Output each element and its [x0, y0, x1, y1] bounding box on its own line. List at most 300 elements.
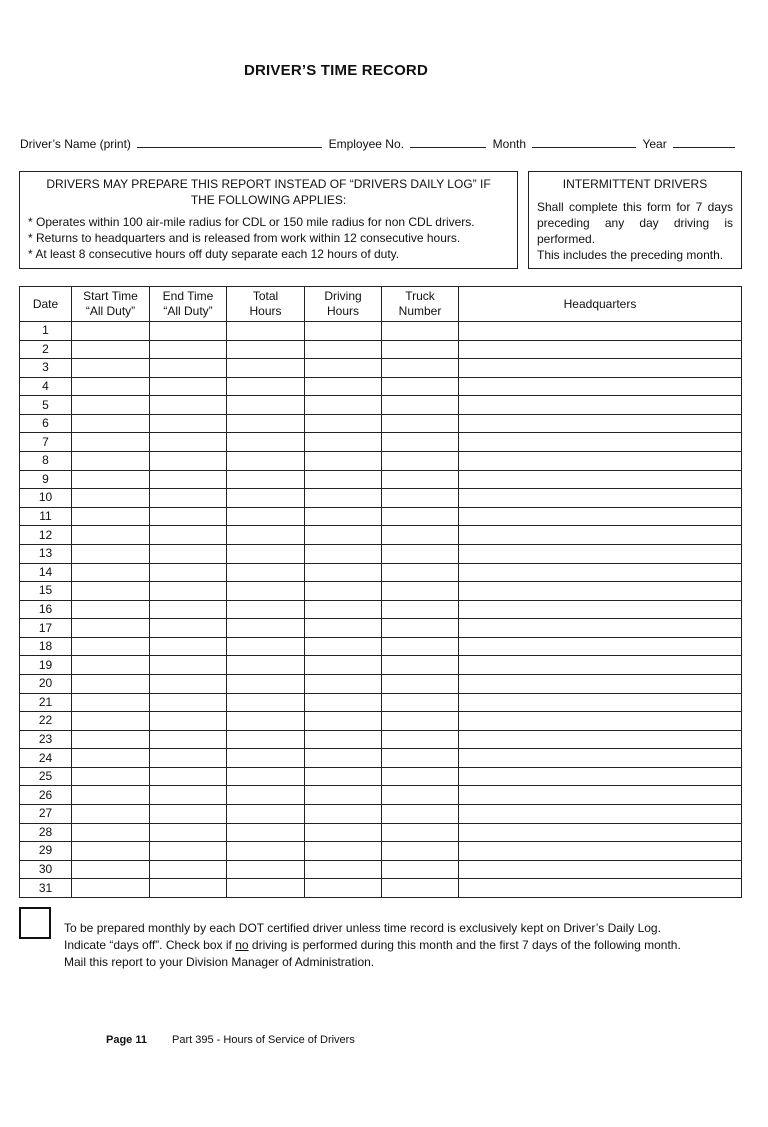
start-time-cell[interactable] — [72, 359, 150, 378]
headquarters-cell[interactable] — [459, 674, 742, 693]
end-time-cell[interactable] — [150, 656, 227, 675]
conditions-heading-line2: THE FOLLOWING APPLIES: — [190, 193, 347, 207]
col-date: Date — [20, 287, 72, 322]
end-time-cell[interactable] — [150, 377, 227, 396]
total-hours-cell[interactable] — [227, 526, 305, 545]
truck-number-cell[interactable] — [382, 414, 459, 433]
headquarters-cell[interactable] — [459, 340, 742, 359]
conditions-heading-line1: DRIVERS MAY PREPARE THIS REPORT INSTEAD OF “DRIVERS DAILY LOG” IF — [46, 177, 491, 191]
table-row — [20, 322, 742, 341]
end-time-cell[interactable] — [150, 674, 227, 693]
col-end-time-line1: End Time — [162, 289, 214, 303]
driving-hours-cell[interactable] — [305, 619, 382, 638]
headquarters-cell[interactable] — [459, 805, 742, 824]
table-header-row — [20, 287, 742, 322]
instructions-line1: To be prepared monthly by each DOT certified driver unless time record is exclusively kept on Driver’s Daily Log. — [64, 921, 661, 935]
start-time-cell[interactable] — [72, 860, 150, 879]
date-cell: 19 — [20, 656, 72, 675]
start-time-cell[interactable] — [72, 786, 150, 805]
start-time-cell[interactable] — [72, 637, 150, 656]
driving-hours-cell[interactable] — [305, 396, 382, 415]
date-cell: 29 — [20, 842, 72, 861]
table-row — [20, 860, 742, 879]
total-hours-cell[interactable] — [227, 489, 305, 508]
driving-hours-cell[interactable] — [305, 470, 382, 489]
total-hours-cell[interactable] — [227, 730, 305, 749]
table-row — [20, 452, 742, 471]
col-truck-number-line1: Truck — [405, 289, 435, 303]
condition-item: * At least 8 consecutive hours off duty separate each 12 hours of duty. — [28, 247, 400, 261]
year-field[interactable] — [673, 137, 735, 148]
truck-number-cell[interactable] — [382, 359, 459, 378]
start-time-cell[interactable] — [72, 414, 150, 433]
driving-hours-cell[interactable] — [305, 544, 382, 563]
total-hours-cell[interactable] — [227, 340, 305, 359]
driving-hours-cell[interactable] — [305, 340, 382, 359]
end-time-cell[interactable] — [150, 600, 227, 619]
table-row — [20, 470, 742, 489]
total-hours-cell[interactable] — [227, 470, 305, 489]
end-time-cell[interactable] — [150, 842, 227, 861]
table-body — [20, 322, 742, 898]
instructions-line3: Mail this report to your Division Manager of Administration. — [64, 955, 375, 969]
table-row — [20, 637, 742, 656]
col-start-time-line2: “All Duty” — [85, 304, 136, 318]
table-row — [20, 730, 742, 749]
truck-number-cell[interactable] — [382, 730, 459, 749]
form-title: DRIVER’S TIME RECORD — [243, 62, 428, 79]
driving-hours-cell[interactable] — [305, 377, 382, 396]
headquarters-cell[interactable] — [459, 637, 742, 656]
total-hours-cell[interactable] — [227, 544, 305, 563]
driving-hours-cell[interactable] — [305, 489, 382, 508]
headquarters-cell[interactable] — [459, 767, 742, 786]
total-hours-cell[interactable] — [227, 433, 305, 452]
col-end-time-line2: “All Duty” — [163, 304, 213, 318]
table-row — [20, 749, 742, 768]
headquarters-cell[interactable] — [459, 489, 742, 508]
truck-number-cell[interactable] — [382, 433, 459, 452]
driving-hours-cell[interactable] — [305, 730, 382, 749]
table-row — [20, 563, 742, 582]
end-time-cell[interactable] — [150, 414, 227, 433]
truck-number-cell[interactable] — [382, 767, 459, 786]
driving-hours-cell[interactable] — [305, 786, 382, 805]
driving-hours-cell[interactable] — [305, 359, 382, 378]
col-start-time-line1: Start Time — [83, 289, 138, 303]
intermittent-text: Shall complete this form for 7 days preceding any day driving is performed. — [537, 200, 733, 246]
month-label: Month — [492, 137, 527, 151]
col-total-hours — [227, 287, 305, 322]
condition-item: * Returns to headquarters and is released from work within 12 consecutive hours. — [28, 231, 461, 245]
truck-number-cell[interactable] — [382, 507, 459, 526]
truck-number-cell[interactable] — [382, 544, 459, 563]
end-time-cell[interactable] — [150, 823, 227, 842]
month-field[interactable] — [532, 137, 636, 148]
total-hours-cell[interactable] — [227, 377, 305, 396]
start-time-cell[interactable] — [72, 582, 150, 601]
end-time-cell[interactable] — [150, 619, 227, 638]
table-row — [20, 656, 742, 675]
drivers-name-label: Driver’s Name (print) — [20, 137, 131, 151]
intermittent-heading: INTERMITTENT DRIVERS — [562, 177, 708, 191]
driving-hours-cell[interactable] — [305, 842, 382, 861]
start-time-cell[interactable] — [72, 452, 150, 471]
headquarters-cell[interactable] — [459, 712, 742, 731]
table-row — [20, 377, 742, 396]
driving-hours-cell[interactable] — [305, 879, 382, 898]
end-time-cell[interactable] — [150, 693, 227, 712]
truck-number-cell[interactable] — [382, 452, 459, 471]
date-cell: 8 — [20, 452, 72, 471]
headquarters-cell[interactable] — [459, 860, 742, 879]
total-hours-cell[interactable] — [227, 749, 305, 768]
instructions-line2 — [64, 937, 742, 954]
end-time-cell[interactable] — [150, 470, 227, 489]
no-driving-checkbox[interactable] — [19, 907, 51, 939]
date-cell: 26 — [20, 786, 72, 805]
col-total-hours-line1: Total — [252, 289, 279, 303]
driving-hours-cell[interactable] — [305, 693, 382, 712]
driving-hours-cell[interactable] — [305, 582, 382, 601]
table-row — [20, 842, 742, 861]
truck-number-cell[interactable] — [382, 674, 459, 693]
headquarters-cell[interactable] — [459, 452, 742, 471]
date-cell: 24 — [20, 749, 72, 768]
employee-no-label: Employee No. — [328, 137, 404, 151]
start-time-cell[interactable] — [72, 823, 150, 842]
headquarters-cell[interactable] — [459, 470, 742, 489]
truck-number-cell[interactable] — [382, 823, 459, 842]
date-cell: 10 — [20, 489, 72, 508]
col-driving-hours-line2: Hours — [326, 304, 359, 318]
instructions-line2-start: Indicate “days off”. Check box if — [64, 938, 236, 952]
start-time-cell[interactable] — [72, 377, 150, 396]
date-cell: 28 — [20, 823, 72, 842]
date-cell: 18 — [20, 637, 72, 656]
truck-number-cell[interactable] — [382, 879, 459, 898]
start-time-cell[interactable] — [72, 767, 150, 786]
end-time-cell[interactable] — [150, 805, 227, 824]
driving-hours-cell[interactable] — [305, 452, 382, 471]
headquarters-cell[interactable] — [459, 414, 742, 433]
truck-number-cell[interactable] — [382, 396, 459, 415]
table-row — [20, 489, 742, 508]
date-cell: 11 — [20, 507, 72, 526]
total-hours-cell[interactable] — [227, 507, 305, 526]
end-time-cell[interactable] — [150, 340, 227, 359]
table-row — [20, 693, 742, 712]
start-time-cell[interactable] — [72, 563, 150, 582]
headquarters-cell[interactable] — [459, 823, 742, 842]
total-hours-cell[interactable] — [227, 600, 305, 619]
truck-number-cell[interactable] — [382, 526, 459, 545]
header-fields — [20, 137, 742, 151]
table-row — [20, 526, 742, 545]
date-cell: 27 — [20, 805, 72, 824]
start-time-cell[interactable] — [72, 842, 150, 861]
total-hours-cell[interactable] — [227, 879, 305, 898]
driving-hours-cell[interactable] — [305, 414, 382, 433]
date-cell: 20 — [20, 674, 72, 693]
headquarters-cell[interactable] — [459, 507, 742, 526]
col-truck-number — [382, 287, 459, 322]
driving-hours-cell[interactable] — [305, 823, 382, 842]
headquarters-cell[interactable] — [459, 786, 742, 805]
start-time-cell[interactable] — [72, 879, 150, 898]
date-cell: 7 — [20, 433, 72, 452]
driving-hours-cell[interactable] — [305, 637, 382, 656]
truck-number-cell[interactable] — [382, 489, 459, 508]
date-cell: 22 — [20, 712, 72, 731]
end-time-cell[interactable] — [150, 712, 227, 731]
year-label: Year — [642, 137, 667, 151]
condition-item: * Operates within 100 air-mile radius for CDL or 150 mile radius for non CDL drivers. — [28, 215, 475, 229]
conditions-box — [19, 171, 518, 269]
employee-no-field[interactable] — [410, 137, 486, 148]
start-time-cell[interactable] — [72, 470, 150, 489]
truck-number-cell[interactable] — [382, 749, 459, 768]
driving-hours-cell[interactable] — [305, 526, 382, 545]
date-cell: 1 — [20, 322, 72, 341]
drivers-name-field[interactable] — [137, 137, 322, 148]
driving-hours-cell[interactable] — [305, 433, 382, 452]
truck-number-cell[interactable] — [382, 842, 459, 861]
headquarters-cell[interactable] — [459, 693, 742, 712]
total-hours-cell[interactable] — [227, 619, 305, 638]
headquarters-cell[interactable] — [459, 359, 742, 378]
total-hours-cell[interactable] — [227, 322, 305, 341]
start-time-cell[interactable] — [72, 396, 150, 415]
total-hours-cell[interactable] — [227, 860, 305, 879]
start-time-cell[interactable] — [72, 600, 150, 619]
end-time-cell[interactable] — [150, 322, 227, 341]
end-time-cell[interactable] — [150, 860, 227, 879]
table-row — [20, 823, 742, 842]
driving-hours-cell[interactable] — [305, 507, 382, 526]
headquarters-cell[interactable] — [459, 656, 742, 675]
truck-number-cell[interactable] — [382, 470, 459, 489]
total-hours-cell[interactable] — [227, 656, 305, 675]
end-time-cell[interactable] — [150, 730, 227, 749]
truck-number-cell[interactable] — [382, 377, 459, 396]
total-hours-cell[interactable] — [227, 805, 305, 824]
col-total-hours-line2: Hours — [249, 304, 282, 318]
instructions — [64, 920, 742, 971]
start-time-cell[interactable] — [72, 340, 150, 359]
headquarters-cell[interactable] — [459, 582, 742, 601]
driving-hours-cell[interactable] — [305, 805, 382, 824]
date-cell: 23 — [20, 730, 72, 749]
start-time-cell[interactable] — [72, 544, 150, 563]
total-hours-cell[interactable] — [227, 767, 305, 786]
headquarters-cell[interactable] — [459, 544, 742, 563]
table-row — [20, 396, 742, 415]
headquarters-cell[interactable] — [459, 322, 742, 341]
truck-number-cell[interactable] — [382, 637, 459, 656]
end-time-cell[interactable] — [150, 544, 227, 563]
total-hours-cell[interactable] — [227, 842, 305, 861]
driving-hours-cell[interactable] — [305, 600, 382, 619]
headquarters-cell[interactable] — [459, 730, 742, 749]
instructions-no-emphasis: no — [235, 938, 249, 952]
table-row — [20, 507, 742, 526]
table-row — [20, 544, 742, 563]
driving-hours-cell[interactable] — [305, 322, 382, 341]
end-time-cell[interactable] — [150, 637, 227, 656]
truck-number-cell[interactable] — [382, 600, 459, 619]
end-time-cell[interactable] — [150, 433, 227, 452]
headquarters-cell[interactable] — [459, 619, 742, 638]
headquarters-cell[interactable] — [459, 433, 742, 452]
driving-hours-cell[interactable] — [305, 674, 382, 693]
total-hours-cell[interactable] — [227, 582, 305, 601]
conditions-list — [28, 214, 509, 262]
headquarters-cell[interactable] — [459, 600, 742, 619]
end-time-cell[interactable] — [150, 786, 227, 805]
driving-hours-cell[interactable] — [305, 712, 382, 731]
table-row — [20, 805, 742, 824]
start-time-cell[interactable] — [72, 656, 150, 675]
total-hours-cell[interactable] — [227, 674, 305, 693]
date-cell: 30 — [20, 860, 72, 879]
table-row — [20, 786, 742, 805]
total-hours-cell[interactable] — [227, 359, 305, 378]
truck-number-cell[interactable] — [382, 582, 459, 601]
end-time-cell[interactable] — [150, 359, 227, 378]
date-cell: 5 — [20, 396, 72, 415]
start-time-cell[interactable] — [72, 712, 150, 731]
end-time-cell[interactable] — [150, 396, 227, 415]
driving-hours-cell[interactable] — [305, 767, 382, 786]
intermittent-box — [528, 171, 742, 269]
time-record-table — [19, 286, 742, 898]
date-cell: 13 — [20, 544, 72, 563]
driving-hours-cell[interactable] — [305, 563, 382, 582]
headquarters-cell[interactable] — [459, 377, 742, 396]
date-cell: 17 — [20, 619, 72, 638]
headquarters-cell[interactable] — [459, 563, 742, 582]
date-cell: 15 — [20, 582, 72, 601]
start-time-cell[interactable] — [72, 805, 150, 824]
col-start-time — [72, 287, 150, 322]
date-cell: 9 — [20, 470, 72, 489]
driving-hours-cell[interactable] — [305, 656, 382, 675]
date-cell: 3 — [20, 359, 72, 378]
end-time-cell[interactable] — [150, 526, 227, 545]
total-hours-cell[interactable] — [227, 637, 305, 656]
total-hours-cell[interactable] — [227, 452, 305, 471]
start-time-cell[interactable] — [72, 507, 150, 526]
table-row — [20, 674, 742, 693]
table-row — [20, 619, 742, 638]
table-row — [20, 879, 742, 898]
date-cell: 4 — [20, 377, 72, 396]
truck-number-cell[interactable] — [382, 656, 459, 675]
end-time-cell[interactable] — [150, 452, 227, 471]
end-time-cell[interactable] — [150, 582, 227, 601]
date-cell: 16 — [20, 600, 72, 619]
truck-number-cell[interactable] — [382, 619, 459, 638]
table-row — [20, 600, 742, 619]
headquarters-cell[interactable] — [459, 396, 742, 415]
start-time-cell[interactable] — [72, 730, 150, 749]
end-time-cell[interactable] — [150, 749, 227, 768]
start-time-cell[interactable] — [72, 322, 150, 341]
truck-number-cell[interactable] — [382, 786, 459, 805]
date-cell: 14 — [20, 563, 72, 582]
driving-hours-cell[interactable] — [305, 860, 382, 879]
footer-section: Part 395 - Hours of Service of Drivers — [172, 1034, 355, 1046]
end-time-cell[interactable] — [150, 489, 227, 508]
start-time-cell[interactable] — [72, 433, 150, 452]
headquarters-cell[interactable] — [459, 842, 742, 861]
truck-number-cell[interactable] — [382, 340, 459, 359]
table-row — [20, 340, 742, 359]
total-hours-cell[interactable] — [227, 823, 305, 842]
headquarters-cell[interactable] — [459, 749, 742, 768]
truck-number-cell[interactable] — [382, 805, 459, 824]
date-cell: 25 — [20, 767, 72, 786]
col-end-time — [150, 287, 227, 322]
col-driving-hours — [305, 287, 382, 322]
end-time-cell[interactable] — [150, 767, 227, 786]
table-row — [20, 712, 742, 731]
driving-hours-cell[interactable] — [305, 749, 382, 768]
conditions-heading — [28, 176, 509, 208]
date-cell: 31 — [20, 879, 72, 898]
end-time-cell[interactable] — [150, 507, 227, 526]
table-row — [20, 433, 742, 452]
date-cell: 6 — [20, 414, 72, 433]
col-truck-number-line2: Number — [398, 304, 442, 318]
date-cell: 12 — [20, 526, 72, 545]
truck-number-cell[interactable] — [382, 712, 459, 731]
total-hours-cell[interactable] — [227, 563, 305, 582]
table-row — [20, 582, 742, 601]
end-time-cell[interactable] — [150, 879, 227, 898]
start-time-cell[interactable] — [72, 489, 150, 508]
start-time-cell[interactable] — [72, 619, 150, 638]
truck-number-cell[interactable] — [382, 322, 459, 341]
start-time-cell[interactable] — [72, 674, 150, 693]
truck-number-cell[interactable] — [382, 563, 459, 582]
date-cell: 21 — [20, 693, 72, 712]
page-number: Page 11 — [106, 1034, 147, 1046]
page-footer — [106, 1034, 355, 1046]
date-cell: 2 — [20, 340, 72, 359]
col-driving-hours-line1: Driving — [324, 289, 362, 303]
total-hours-cell[interactable] — [227, 712, 305, 731]
headquarters-cell[interactable] — [459, 879, 742, 898]
start-time-cell[interactable] — [72, 526, 150, 545]
total-hours-cell[interactable] — [227, 396, 305, 415]
truck-number-cell[interactable] — [382, 860, 459, 879]
total-hours-cell[interactable] — [227, 786, 305, 805]
total-hours-cell[interactable] — [227, 693, 305, 712]
headquarters-cell[interactable] — [459, 526, 742, 545]
start-time-cell[interactable] — [72, 749, 150, 768]
table-row — [20, 767, 742, 786]
table-row — [20, 414, 742, 433]
total-hours-cell[interactable] — [227, 414, 305, 433]
instructions-line2-end: driving is performed during this month and the first 7 days of the following month. — [248, 938, 681, 952]
intermittent-text-2: This includes the preceding month. — [537, 248, 724, 262]
end-time-cell[interactable] — [150, 563, 227, 582]
col-headquarters: Headquarters — [459, 287, 742, 322]
start-time-cell[interactable] — [72, 693, 150, 712]
truck-number-cell[interactable] — [382, 693, 459, 712]
